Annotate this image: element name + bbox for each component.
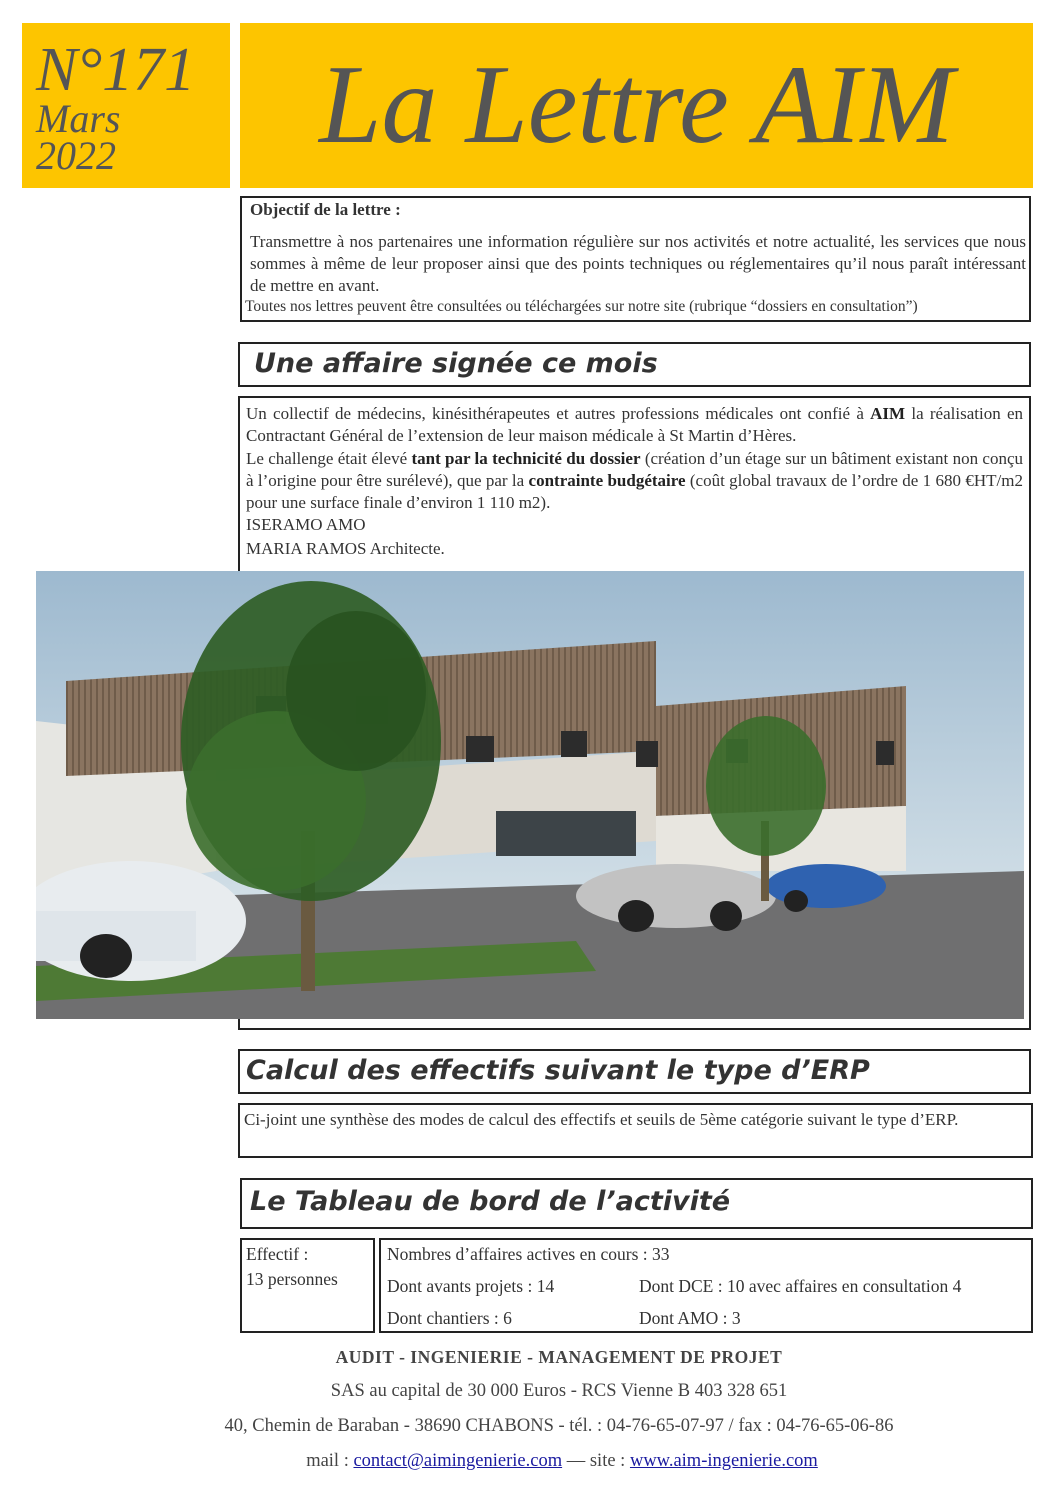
objectif-box	[240, 196, 1031, 322]
effectif-value: 13 personnes	[246, 1269, 338, 1289]
affaire-paragraph-1: Un collectif de médecins, kinésithérapeutes et autres professions médicales ont confié à AIM la réalisation en Contractant Général de l’extension de leur maison médicale à St Martin d’Hères.	[246, 404, 1024, 445]
issue-box	[22, 23, 230, 188]
amo-count: Dont AMO : 3	[639, 1308, 741, 1328]
title-banner	[240, 23, 1033, 188]
avant-projets: Dont avants projets : 14	[387, 1276, 555, 1296]
footer-address: 40, Chemin de Baraban - 38690 CHABONS - tél. : 04-76-65-07-97 / fax : 04-76-65-06-86	[224, 1416, 894, 1436]
erp-box	[238, 1103, 1033, 1158]
section-title-erp: Calcul des effectifs suivant le type d’ERP	[246, 1055, 870, 1086]
affaire-architecte: MARIA RAMOS Architecte.	[246, 539, 445, 558]
effectif-box	[240, 1238, 375, 1333]
website-link[interactable]: www.aim-ingenierie.com	[629, 1451, 818, 1471]
affaires-actives: Nombres d’affaires actives en cours : 33	[387, 1244, 670, 1264]
footer-contact	[33, 1451, 1058, 1472]
objectif-text: Transmettre à nos partenaires une information régulière sur nos activités et notre actualité, les services que nous sommes à même de leur proposer ainsi que des points techniques ou réglementaires qu’il nous paraît intéressant de mettre en avant.	[250, 232, 1026, 295]
building-render-image	[36, 571, 1024, 1019]
mail-label: mail :	[306, 1451, 354, 1471]
affaire-amo: ISERAMO AMO	[246, 515, 366, 534]
chantiers-count: Dont chantiers : 6	[387, 1308, 512, 1328]
footer-capital: SAS au capital de 30 000 Euros - RCS Vienne B 403 328 651	[330, 1381, 788, 1401]
section-title-tableau: Le Tableau de bord de l’activité	[250, 1186, 731, 1217]
objectif-heading: Objectif de la lettre :	[250, 200, 401, 219]
newsletter-title: La Lettre AIM	[319, 43, 954, 167]
erp-text: Ci-joint une synthèse des modes de calcul des effectifs et seuils de 5ème catégorie suivant le type d’ERP.	[244, 1110, 959, 1129]
section-header-affaire	[238, 342, 1031, 387]
effectif-label: Effectif :	[246, 1244, 309, 1264]
email-link[interactable]: contact@aimingenierie.com	[353, 1451, 563, 1471]
dce-count: Dont DCE : 10 avec affaires en consultation 4	[639, 1276, 962, 1296]
affaires-box	[379, 1238, 1033, 1333]
issue-month: Mars	[36, 96, 121, 141]
footer-tagline: AUDIT - INGENIERIE - MANAGEMENT DE PROJET	[335, 1347, 783, 1367]
section-title-affaire: Une affaire signée ce mois	[254, 348, 658, 379]
section-header-erp	[238, 1049, 1031, 1094]
issue-number: N°171	[36, 36, 196, 104]
affaire-paragraph-2: Le challenge était élevé tant par la technicité du dossier (création d’un étage sur un bâtiment existant non conçu à l’origine pour être surélevé), que par la contrainte budgétaire (coût global travaux de l’ordre de 1 680 €HT/m2 pour une surface finale d’environ 1 110 m2).	[246, 449, 1023, 512]
issue-year: 2022	[36, 133, 116, 178]
section-header-tableau	[240, 1178, 1033, 1229]
site-label: — site :	[562, 1451, 630, 1471]
objectif-note: Toutes nos lettres peuvent être consultées ou téléchargées sur notre site (rubrique “dossiers en consultation”)	[245, 298, 918, 315]
